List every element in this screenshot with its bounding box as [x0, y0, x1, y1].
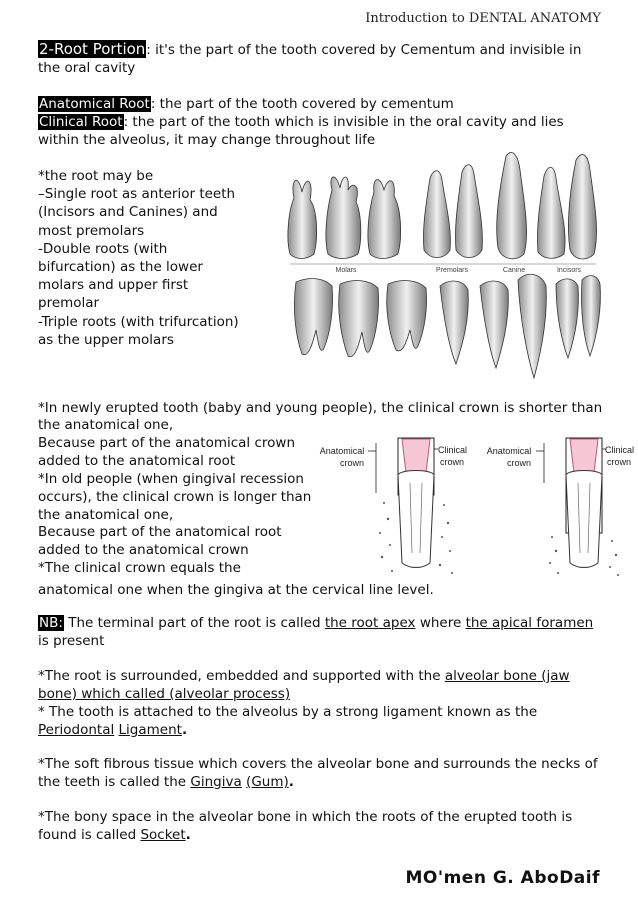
crown-text-line: the anatomical one, — [38, 506, 174, 523]
alveolar-paragraph — [38, 667, 603, 703]
anatomical-label: Anatomical — [319, 446, 365, 456]
periodontal-term: Periodontal — [38, 722, 115, 738]
socket-paragraph — [38, 808, 603, 844]
upper-teeth-row — [288, 152, 597, 258]
alveolar-bone-term: alveolar bone (jaw bone) which called (alveolar process) — [38, 668, 570, 702]
apical-foramen-term: the apical foramen — [465, 615, 594, 631]
root-apex-term: the root apex — [324, 615, 416, 631]
premolar-tooth — [423, 171, 450, 258]
nb-tag: NB: — [39, 615, 63, 631]
clinical-root-term: Clinical Root — [39, 114, 123, 130]
canine-label: Canine — [502, 267, 526, 274]
canine-tooth — [497, 152, 527, 258]
root-types-line: most premolars — [38, 222, 145, 239]
incisor-tooth — [556, 279, 578, 358]
root-types-line: -Triple roots (with trifurcation) — [38, 313, 239, 330]
anatomical-label: crown — [339, 458, 365, 468]
molar-tooth — [339, 281, 379, 357]
socket-period: . — [185, 827, 191, 843]
crown-text-column — [38, 417, 313, 578]
molar-tooth — [368, 180, 401, 259]
root-types-line: –Single root as anterior teeth — [38, 186, 236, 203]
molar-tooth — [387, 281, 427, 351]
young-tooth-diagram — [320, 438, 467, 574]
nb-text: is present — [38, 633, 105, 649]
root-portion-paragraph — [38, 40, 603, 77]
crown-text-line: the anatomical one, — [38, 417, 174, 433]
crown-text-line: Because part of the anatomical crown — [38, 434, 296, 451]
crown-text-line: occurs), the clinical crown is longer than — [38, 488, 312, 505]
root-types-line: *the root may be — [38, 168, 154, 184]
root-types-line: as the upper molars — [38, 331, 174, 348]
lower-teeth-row — [294, 274, 600, 378]
clinical-root-text: : the part of the tooth which is invisible in the oral cavity and lies within the alveolus, it may change throughout life — [38, 114, 564, 148]
incisor-tooth — [537, 167, 565, 258]
premolars-label: Premolars — [436, 267, 468, 274]
root-types-line: (Incisors and Canines) and — [38, 204, 218, 221]
anatomical-label: Anatomical — [486, 446, 532, 456]
gingiva-paragraph — [38, 755, 603, 791]
crown-text-line: added to the anatomical root — [38, 452, 236, 469]
gum-term: (Gum) — [246, 774, 289, 790]
clinical-root-definition — [38, 113, 603, 149]
root-types-line: molars and upper first — [38, 277, 189, 294]
document-header: Introduction to DENTAL ANATOMY — [365, 11, 601, 26]
root-types-list — [38, 167, 278, 349]
premolar-tooth — [480, 281, 508, 368]
teeth-illustration — [284, 150, 604, 382]
clinical-label: Clinical — [605, 445, 635, 455]
root-types-line: bifurcation) as the lower — [38, 259, 203, 276]
molars-label: Molars — [335, 267, 357, 274]
nb-paragraph — [38, 614, 603, 650]
molar-tooth — [288, 180, 317, 258]
crown-last-line: anatomical one when the gingiva at the cervical line level. — [38, 582, 434, 598]
incisor-tooth — [568, 155, 596, 259]
canine-tooth — [518, 274, 546, 378]
ligament-text: * The tooth is attached to the alveolus by a strong ligament known as the — [38, 704, 538, 720]
anatomical-label: crown — [506, 458, 532, 468]
root-types-line: -Double roots (with — [38, 240, 168, 257]
crown-text-line: *The clinical crown equals the — [38, 560, 241, 577]
molar-tooth — [326, 177, 361, 259]
gingiva-term: Gingiva — [190, 774, 242, 790]
socket-term: Socket — [140, 827, 186, 843]
clinical-label: crown — [440, 457, 465, 467]
molar-tooth — [294, 279, 332, 355]
crown-text-line: *In old people (when gingival recession — [38, 470, 304, 487]
clinical-label: Clinical — [438, 445, 468, 455]
root-portion-intro: : it's the part of the tooth covered by Cementum and invisible in the oral cavity — [38, 42, 582, 76]
premolar-tooth — [440, 281, 468, 364]
ligament-term: Ligament — [118, 722, 182, 738]
anatomical-root-text: : the part of the tooth covered by cementum — [150, 96, 454, 112]
root-portion-heading: 2-Root Portion — [39, 40, 146, 58]
clinical-crown-diagram — [312, 433, 638, 583]
author-signature: MO'men G. AboDaif — [405, 868, 600, 888]
nb-text: The terminal part of the root is called — [63, 615, 325, 631]
incisors-label: Incisors — [556, 267, 582, 274]
nb-text: where — [415, 615, 466, 631]
gingiva-period: . — [288, 774, 294, 790]
alveolar-text: *The root is surrounded, embedded and supported with the — [38, 668, 445, 684]
root-types-line: premolar — [38, 295, 100, 312]
premolar-tooth — [455, 165, 482, 258]
clinical-label: crown — [607, 457, 632, 467]
ligament-period: . — [181, 722, 188, 738]
crown-text-line: Because part of the anatomical root — [38, 524, 282, 541]
old-tooth-diagram — [487, 438, 634, 576]
anatomical-root-definition — [38, 95, 603, 113]
incisor-tooth — [581, 276, 600, 356]
crown-full-line: *In newly erupted tooth (baby and young people), the clinical crown is shorter than — [38, 400, 603, 416]
anatomical-root-term: Anatomical Root — [39, 96, 150, 112]
gingiva-text: *The soft fibrous tissue which covers the alveolar bone and surrounds the necks of the teeth is called the — [38, 756, 598, 790]
crown-text-line: added to the anatomical crown — [38, 542, 249, 559]
socket-text: *The bony space in the alveolar bone in which the roots of the erupted tooth is found is called — [38, 809, 573, 843]
ligament-paragraph — [38, 703, 603, 739]
